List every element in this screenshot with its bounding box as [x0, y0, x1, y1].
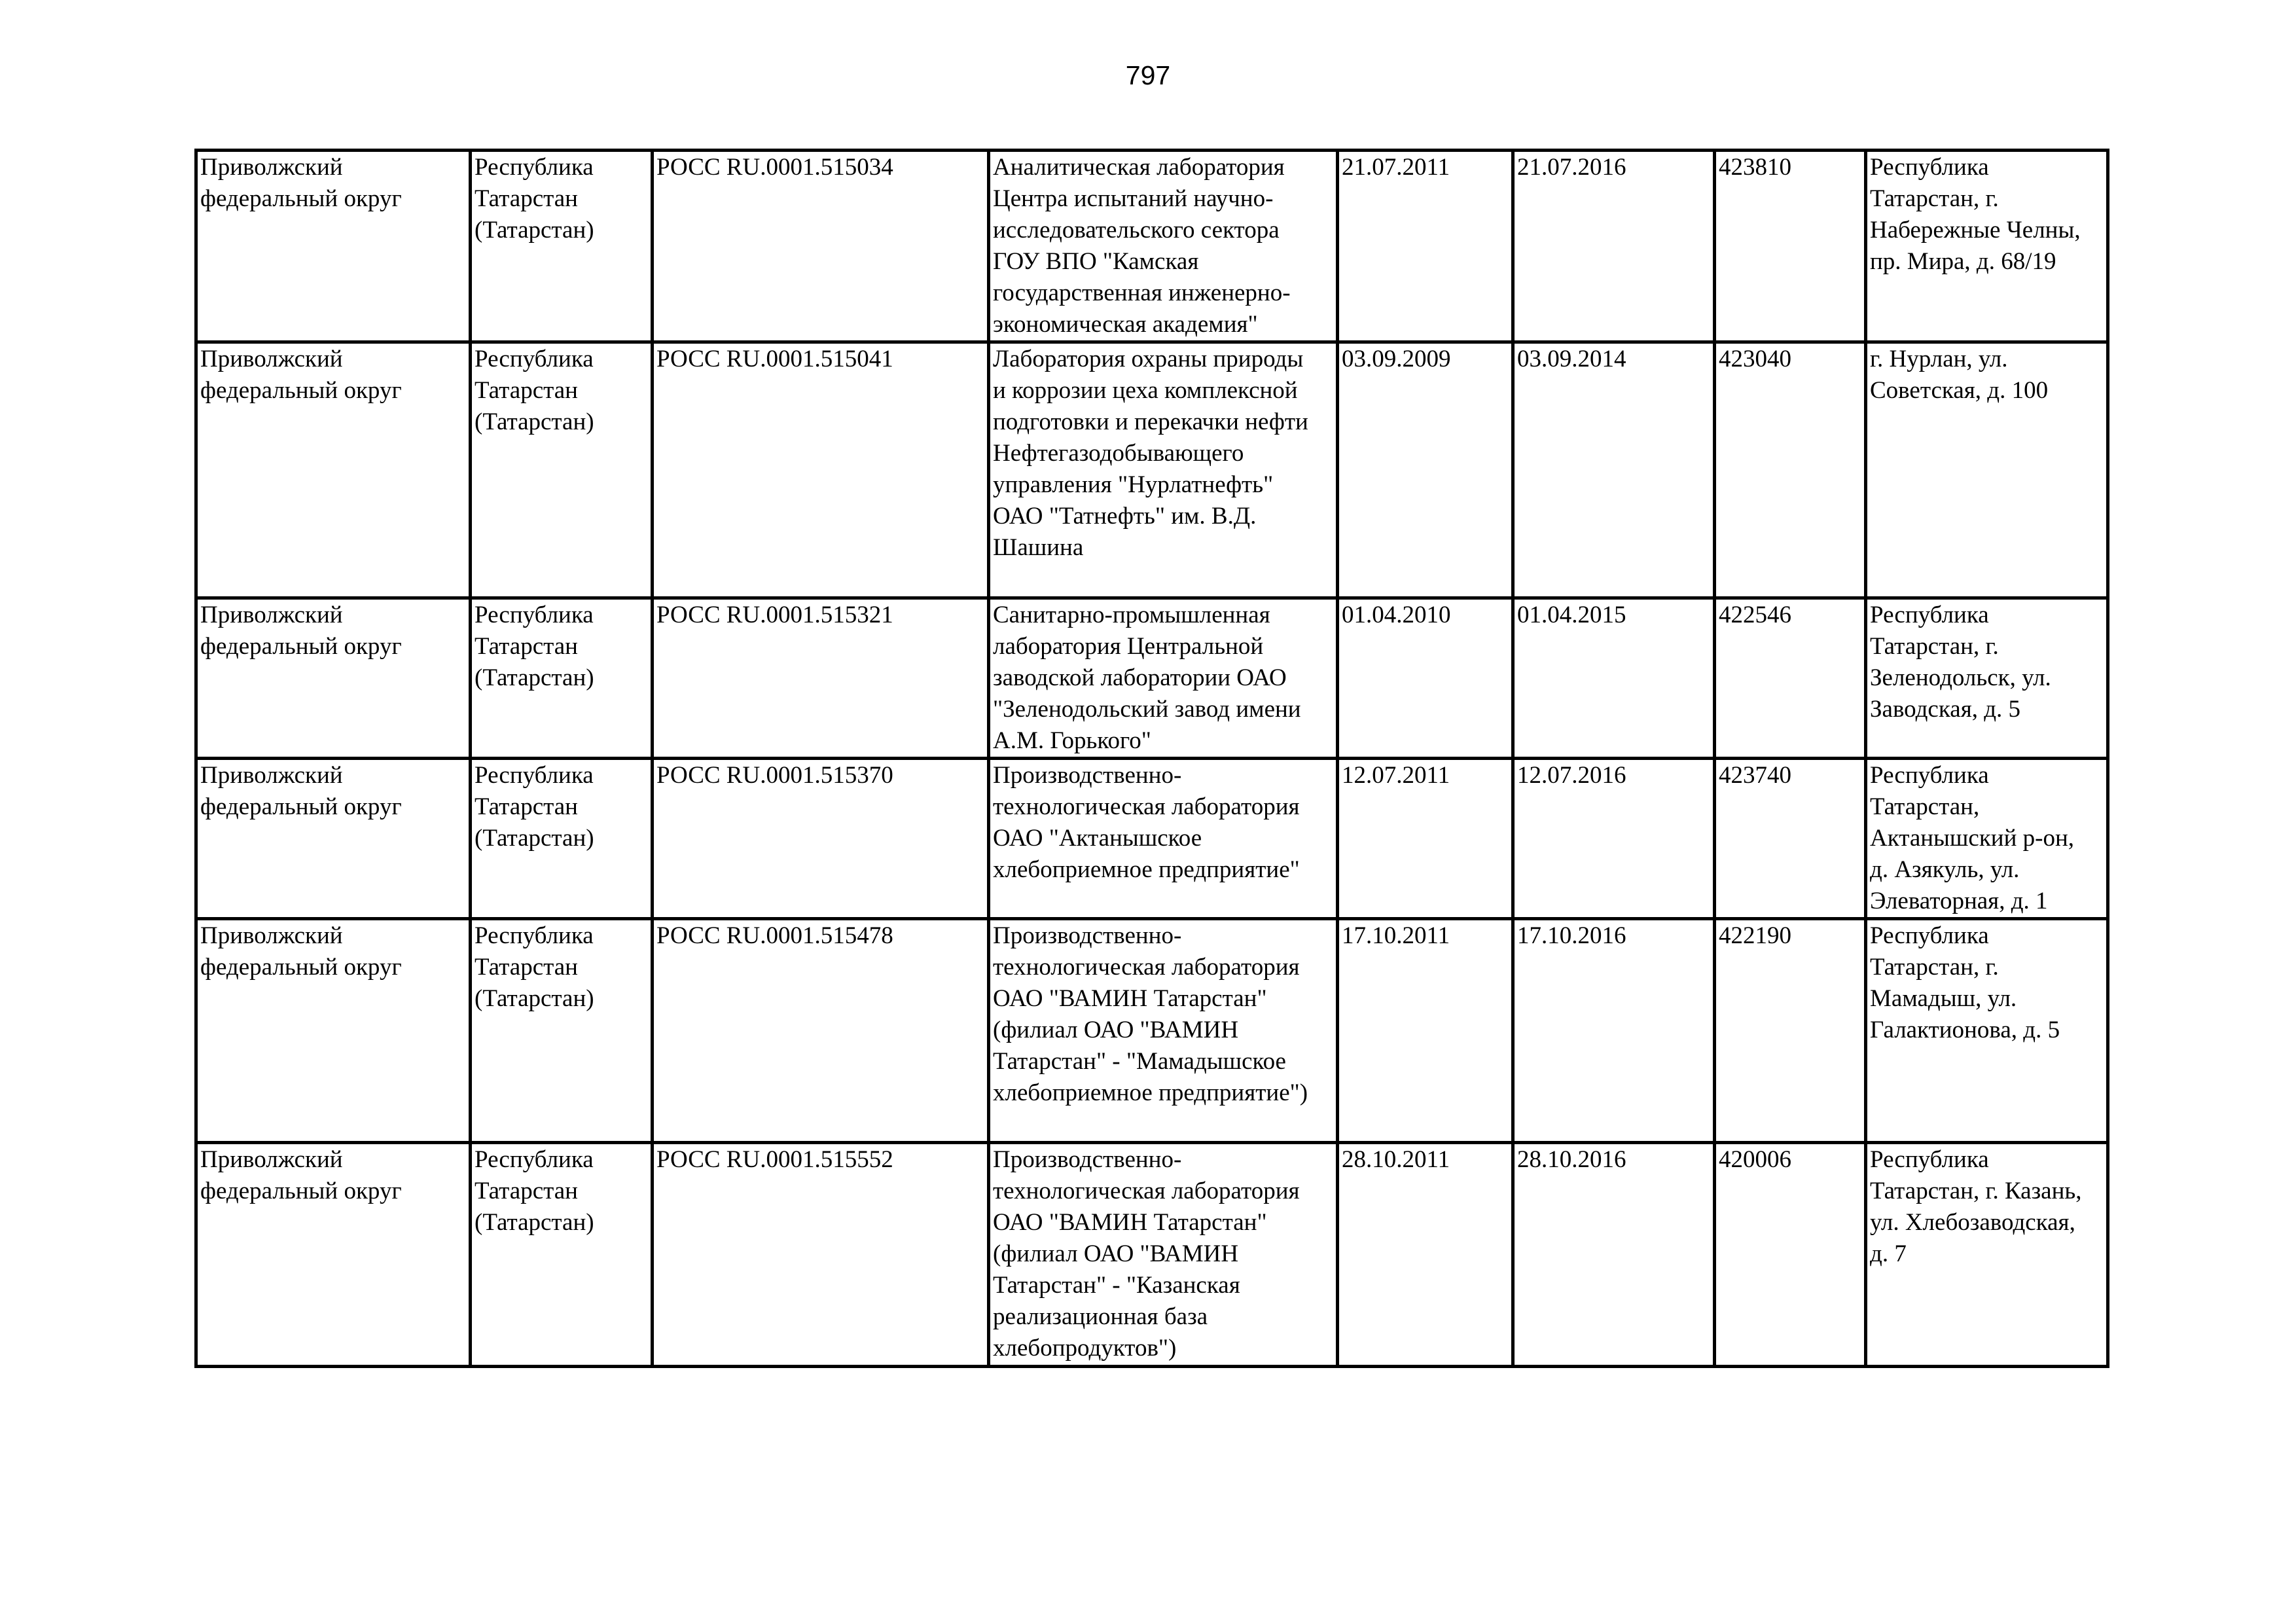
region-line: (Татарстан): [475, 408, 594, 435]
region-line: (Татарстан): [475, 1209, 594, 1236]
accreditation-number-cell: [653, 759, 989, 919]
district-line: Приволжский: [200, 762, 343, 789]
date-valid-until-value: 21.07.2016: [1517, 154, 1626, 181]
laboratory-name-cell: [989, 598, 1338, 759]
date-issued-cell: [1338, 598, 1513, 759]
address-line: Татарстан, г.: [1870, 185, 1999, 212]
table-row: [196, 1143, 2108, 1367]
district-line: федеральный округ: [200, 954, 402, 981]
district-line: федеральный округ: [200, 185, 402, 212]
region-line: (Татарстан): [475, 664, 594, 691]
date-valid-until-cell: [1513, 342, 1715, 598]
date-valid-until-cell: [1513, 151, 1715, 342]
region-line: Республика: [475, 922, 594, 949]
laboratory-name-line: управления "Нурлатнефть": [993, 471, 1274, 498]
laboratory-name-line: Нефтегазодобывающего: [993, 440, 1244, 467]
date-issued-value: 28.10.2011: [1342, 1146, 1450, 1173]
date-valid-until-cell: [1513, 919, 1715, 1143]
date-issued-value: 17.10.2011: [1342, 922, 1450, 949]
laboratory-name-line: "Зеленодольский завод имени: [993, 696, 1301, 723]
address-line: Республика: [1870, 154, 1989, 181]
district-line: Приволжский: [200, 922, 343, 949]
postal-code-cell: [1715, 598, 1866, 759]
accreditation-number-value: РОСС RU.0001.515321: [656, 602, 893, 628]
date-issued-cell: [1338, 342, 1513, 598]
district-line: федеральный округ: [200, 793, 402, 820]
date-valid-until-value: 28.10.2016: [1517, 1146, 1626, 1173]
postal-code-value: 423810: [1719, 154, 1791, 181]
laboratory-name-line: ОАО "ВАМИН Татарстан": [993, 985, 1267, 1012]
district-line: федеральный округ: [200, 633, 402, 660]
postal-code-value: 423040: [1719, 346, 1791, 372]
region-cell: [471, 151, 653, 342]
address-line: Республика: [1870, 602, 1989, 628]
district-line: Приволжский: [200, 346, 343, 372]
table-row: [196, 919, 2108, 1143]
postal-code-cell: [1715, 1143, 1866, 1367]
postal-code-cell: [1715, 919, 1866, 1143]
date-issued-cell: [1338, 759, 1513, 919]
laboratory-name-cell: [989, 342, 1338, 598]
accreditation-number-cell: [653, 1143, 989, 1367]
region-cell: [471, 598, 653, 759]
accreditation-number-cell: [653, 342, 989, 598]
accreditation-number-value: РОСС RU.0001.515478: [656, 922, 893, 949]
laboratory-name-line: реализационная база: [993, 1303, 1208, 1330]
date-valid-until-value: 17.10.2016: [1517, 922, 1626, 949]
address-cell: [1866, 598, 2108, 759]
date-valid-until-value: 12.07.2016: [1517, 762, 1626, 789]
laboratory-name-line: и коррозии цеха комплексной: [993, 377, 1298, 404]
laboratory-name-line: ОАО "Актанышское: [993, 825, 1202, 852]
region-line: Татарстан: [475, 793, 578, 820]
laboratory-name-line: хлебопродуктов"): [993, 1335, 1177, 1362]
page-number: 797: [1125, 60, 1171, 90]
district-cell: [196, 1143, 471, 1367]
date-valid-until-value: 01.04.2015: [1517, 602, 1626, 628]
laboratory-name-line: подготовки и перекачки нефти: [993, 408, 1308, 435]
laboratory-name-line: А.М. Горького": [993, 727, 1151, 754]
region-line: Республика: [475, 602, 594, 628]
address-line: Галактионова, д. 5: [1870, 1017, 2060, 1043]
date-issued-value: 03.09.2009: [1342, 346, 1451, 372]
address-line: Республика: [1870, 1146, 1989, 1173]
laboratory-name-line: лаборатория Центральной: [993, 633, 1264, 660]
laboratory-name-line: Производственно-: [993, 922, 1182, 949]
accreditation-number-value: РОСС RU.0001.515034: [656, 154, 893, 181]
date-valid-until-cell: [1513, 598, 1715, 759]
region-line: Татарстан: [475, 185, 578, 212]
district-line: Приволжский: [200, 1146, 343, 1173]
district-cell: [196, 151, 471, 342]
postal-code-value: 423740: [1719, 762, 1791, 789]
table-row: [196, 151, 2108, 342]
address-line: Элеваторная, д. 1: [1870, 888, 2048, 914]
accreditation-number-cell: [653, 151, 989, 342]
laboratory-name-line: технологическая лаборатория: [993, 793, 1300, 820]
postal-code-cell: [1715, 151, 1866, 342]
address-line: д. 7: [1870, 1240, 1907, 1267]
address-line: Республика: [1870, 762, 1989, 789]
address-line: д. Азякуль, ул.: [1870, 856, 2020, 883]
postal-code-value: 422546: [1719, 602, 1791, 628]
address-line: Республика: [1870, 922, 1989, 949]
address-line: Татарстан, г. Казань,: [1870, 1178, 2082, 1204]
laboratory-name-line: хлебоприемное предприятие"): [993, 1079, 1308, 1106]
region-line: Республика: [475, 346, 594, 372]
address-line: Советская, д. 100: [1870, 377, 2049, 404]
laboratory-name-line: экономическая академия": [993, 311, 1258, 338]
laboratory-name-line: ОАО "Татнефть" им. В.Д.: [993, 503, 1257, 530]
date-valid-until-value: 03.09.2014: [1517, 346, 1626, 372]
table-row: [196, 342, 2108, 598]
laboratory-name-line: Центра испытаний научно-: [993, 185, 1274, 212]
laboratory-name-line: Татарстан" - "Казанская: [993, 1272, 1240, 1299]
accreditation-number-cell: [653, 919, 989, 1143]
laboratory-name-cell: [989, 759, 1338, 919]
region-line: Республика: [475, 762, 594, 789]
region-line: (Татарстан): [475, 825, 594, 852]
date-issued-value: 01.04.2010: [1342, 602, 1451, 628]
region-line: Татарстан: [475, 1178, 578, 1204]
address-cell: [1866, 342, 2108, 598]
region-line: Татарстан: [475, 633, 578, 660]
date-issued-cell: [1338, 151, 1513, 342]
laboratory-name-line: исследовательского сектора: [993, 217, 1280, 244]
region-line: Республика: [475, 154, 594, 181]
postal-code-cell: [1715, 342, 1866, 598]
laboratory-name-line: Производственно-: [993, 762, 1182, 789]
postal-code-value: 420006: [1719, 1146, 1791, 1173]
laboratory-name-line: ОАО "ВАМИН Татарстан": [993, 1209, 1267, 1236]
address-cell: [1866, 151, 2108, 342]
address-line: Зеленодольск, ул.: [1870, 664, 2051, 691]
laboratory-name-cell: [989, 919, 1338, 1143]
district-cell: [196, 919, 471, 1143]
district-cell: [196, 342, 471, 598]
laboratory-name-line: (филиал ОАО "ВАМИН: [993, 1240, 1239, 1267]
postal-code-value: 422190: [1719, 922, 1791, 949]
region-cell: [471, 759, 653, 919]
region-line: Татарстан: [475, 377, 578, 404]
laboratory-name-line: Шашина: [993, 534, 1084, 561]
address-line: ул. Хлебозаводская,: [1870, 1209, 2075, 1236]
address-cell: [1866, 919, 2108, 1143]
district-line: федеральный округ: [200, 377, 402, 404]
laboratory-name-line: технологическая лаборатория: [993, 954, 1300, 981]
date-issued-value: 21.07.2011: [1342, 154, 1450, 181]
laboratory-name-cell: [989, 1143, 1338, 1367]
laboratory-name-line: технологическая лаборатория: [993, 1178, 1300, 1204]
laboratory-name-line: Татарстан" - "Мамадышское: [993, 1048, 1286, 1075]
laboratory-name-line: Лаборатория охраны природы: [993, 346, 1304, 372]
table-row: [196, 598, 2108, 759]
district-cell: [196, 759, 471, 919]
laboratory-name-line: Санитарно-промышленная: [993, 602, 1270, 628]
date-valid-until-cell: [1513, 1143, 1715, 1367]
date-issued-value: 12.07.2011: [1342, 762, 1450, 789]
region-line: Республика: [475, 1146, 594, 1173]
district-line: федеральный округ: [200, 1178, 402, 1204]
address-line: Набережные Челны,: [1870, 217, 2081, 244]
district-line: Приволжский: [200, 602, 343, 628]
laboratory-name-line: хлебоприемное предприятие": [993, 856, 1300, 883]
address-line: пр. Мира, д. 68/19: [1870, 248, 2056, 275]
address-line: Заводская, д. 5: [1870, 696, 2021, 723]
region-line: (Татарстан): [475, 217, 594, 244]
laboratory-name-line: Производственно-: [993, 1146, 1182, 1173]
address-line: Татарстан,: [1870, 793, 1980, 820]
address-cell: [1866, 759, 2108, 919]
region-line: Татарстан: [475, 954, 578, 981]
accreditation-number-value: РОСС RU.0001.515370: [656, 762, 893, 789]
accreditation-number-value: РОСС RU.0001.515041: [656, 346, 893, 372]
date-issued-cell: [1338, 919, 1513, 1143]
laboratory-name-line: Аналитическая лаборатория: [993, 154, 1285, 181]
district-cell: [196, 598, 471, 759]
address-line: Татарстан, г.: [1870, 954, 1999, 981]
address-line: Мамадыш, ул.: [1870, 985, 2017, 1012]
region-cell: [471, 342, 653, 598]
region-cell: [471, 1143, 653, 1367]
accreditation-number-cell: [653, 598, 989, 759]
laboratory-name-line: (филиал ОАО "ВАМИН: [993, 1017, 1239, 1043]
date-valid-until-cell: [1513, 759, 1715, 919]
accreditation-number-value: РОСС RU.0001.515552: [656, 1146, 893, 1173]
district-line: Приволжский: [200, 154, 343, 181]
address-line: г. Нурлан, ул.: [1870, 346, 2008, 372]
laboratory-registry-table: [194, 149, 2109, 1368]
address-line: Актанышский р-он,: [1870, 825, 2075, 852]
table-row: [196, 759, 2108, 919]
address-line: Татарстан, г.: [1870, 633, 1999, 660]
region-cell: [471, 919, 653, 1143]
date-issued-cell: [1338, 1143, 1513, 1367]
laboratory-name-line: государственная инженерно-: [993, 280, 1291, 306]
laboratory-name-line: ГОУ ВПО "Камская: [993, 248, 1199, 275]
region-line: (Татарстан): [475, 985, 594, 1012]
laboratory-name-line: заводской лаборатории ОАО: [993, 664, 1287, 691]
postal-code-cell: [1715, 759, 1866, 919]
address-cell: [1866, 1143, 2108, 1367]
laboratory-name-cell: [989, 151, 1338, 342]
